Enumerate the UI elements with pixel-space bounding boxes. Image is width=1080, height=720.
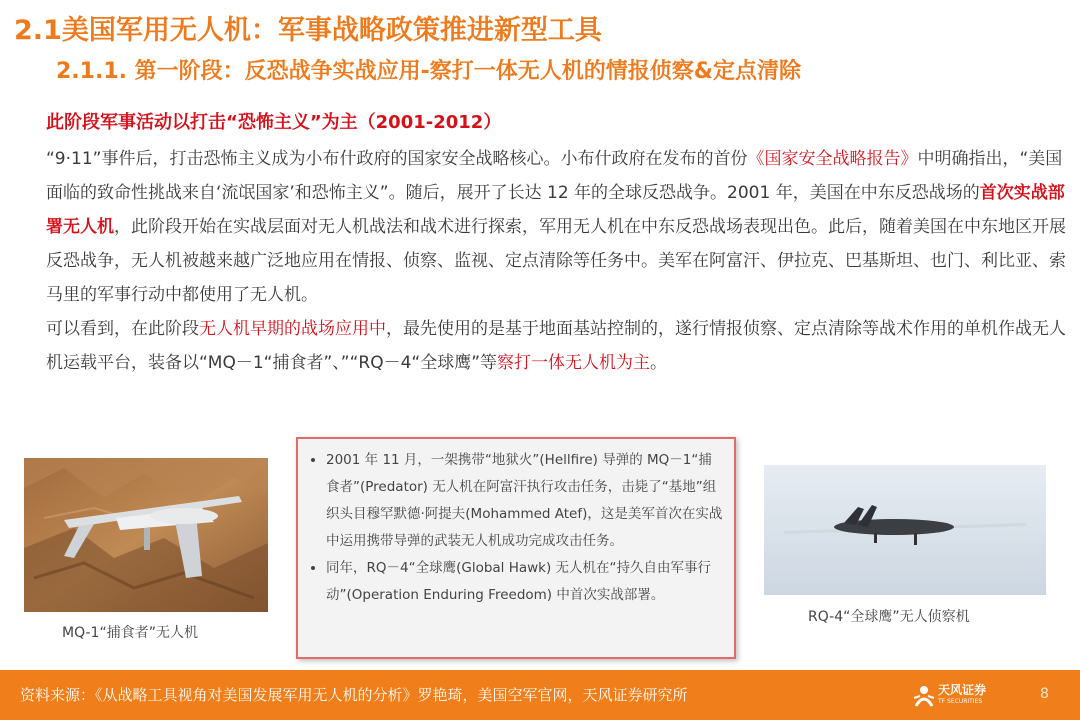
- mq1-predator-image: [24, 458, 268, 612]
- event-callout-box: [296, 437, 736, 659]
- rq4-global-hawk-illustration: [764, 465, 1046, 595]
- callout-item-global-hawk: • 同年，RQ－4“全球鹰(Global Hawk) 无人机在“持久自由军事行动”(Operation Enduring Freedom) 中首次实战部署。: [326, 555, 724, 609]
- logo-subtext: TF SECURITIES: [938, 698, 983, 705]
- tf-securities-logo: [912, 678, 992, 712]
- report-title-highlight: 《国家安全战略报告》: [747, 149, 918, 169]
- footer-bar: [0, 670, 1080, 720]
- right-image-caption: RQ-4“全球鹰”无人侦察机: [808, 609, 970, 625]
- callout-item-predator-strike: • 2001 年 11 月，一架携带“地狱火”(Hellfire) 导弹的 MQ－1“捕食者”(Predator) 无人机在阿富汗执行攻击任务，击毙了“基地”组织头目穆罕默德·阿提夫(Mohammed Atef)，这是美军首次在实战中运用携带导弹的武装无人机成功完成攻击任务。: [326, 447, 724, 555]
- page-title: 2.1美国军用无人机：军事战略政策推进新型工具: [14, 15, 602, 46]
- early-use-highlight: 无人机早期的战场应用中: [199, 319, 386, 339]
- paragraph-1: “9·11”事件后，打击恐怖主义成为小布什政府的国家安全战略核心。小布什政府在发布的首份《国家安全战略报告》中明确指出，“美国面临的致命性挑战来自‘流氓国家’和恐怖主义”。随后，展开了长达 12 年的全球反恐战争。2001 年，美国在中东反恐战场的首次实战部署无人机，此阶段开始在实战层面对无人机战法和战术进行探索，军用无人机在中东反恐战场表现出色。此后，随着美国在中东地区开展反恐战争，无人机被越来越广泛地应用在情报、侦察、监视、定点清除等任务中。美军在阿富汗、伊拉克、巴基斯坦、也门、利比亚、索马里的军事行动中都使用了无人机。: [46, 149, 1066, 305]
- strike-recon-highlight: 察打一体无人机为主: [497, 353, 651, 373]
- callout-list: [308, 447, 724, 609]
- mq1-predator-illustration: [24, 458, 268, 612]
- logo-icon: [912, 680, 936, 710]
- page-number: 8: [1040, 686, 1049, 702]
- first-deployment-highlight: 首次实战部署无人机: [46, 183, 1065, 237]
- left-image-caption: MQ-1“捕食者”无人机: [62, 625, 198, 641]
- body-text: [46, 142, 1066, 380]
- paragraph-2: 可以看到，在此阶段无人机早期的战场应用中，最先使用的是基于地面基站控制的，遂行情报侦察、定点清除等战术作用的单机作战无人机运载平台，装备以“MQ－1“捕食者”、”“RQ－4“全球鹰”等察打一体无人机为主。: [46, 319, 1066, 373]
- section-subtitle: 2.1.1. 第一阶段：反恐战争实战应用-察打一体无人机的情报侦察&定点清除: [56, 59, 801, 84]
- rq4-global-hawk-image: [764, 465, 1046, 595]
- stage-heading: 此阶段军事活动以打击“恐怖主义”为主（2001-2012）: [46, 112, 502, 133]
- logo-text: 天风证券: [938, 683, 987, 697]
- source-note: 资料来源：《从战略工具视角对美国发展军用无人机的分析》罗艳琦，美国空军官网，天风证券研究所: [20, 686, 688, 704]
